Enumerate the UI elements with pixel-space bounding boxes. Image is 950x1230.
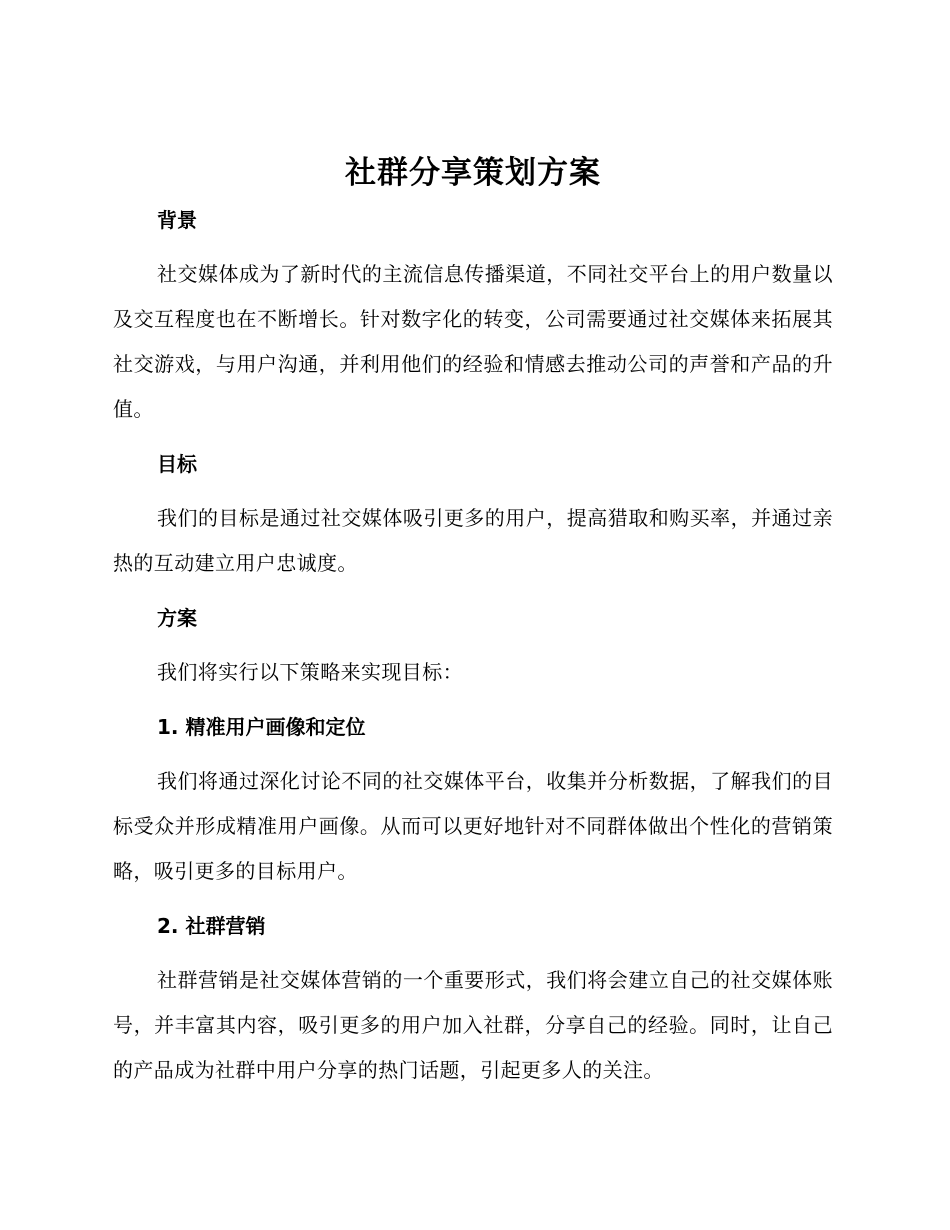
section-body-plan: 我们将实行以下策略来实现目标： xyxy=(157,660,463,684)
section-body-community-marketing: 社群营销是社交媒体营销的一个重要形式，我们将会建立自己的社交媒体账号，并丰富其内容，吸引更多的用户加入社群，分享自己的经验。同时，让自己的产品成为社群中用户分享的热门话题，引起更多人的关注。 xyxy=(113,968,833,1082)
section-body-background: 社交媒体成为了新时代的主流信息传播渠道，不同社交平台上的用户数量以及交互程度也在不断增长。针对数字化的转变，公司需要通过社交媒体来拓展其社交游戏，与用户沟通，并利用他们的经验和情感去推动公司的声誉和产品的升值。 xyxy=(113,262,833,421)
section-heading-community-marketing: 2. 社群营销 xyxy=(157,914,266,938)
section-heading-user-profiling: 1. 精准用户画像和定位 xyxy=(157,715,366,739)
section-body-user-profiling: 我们将通过深化讨论不同的社交媒体平台，收集并分析数据，了解我们的目标受众并形成精准用户画像。从而可以更好地针对不同群体做出个性化的营销策略，吸引更多的目标用户。 xyxy=(113,769,833,883)
document-title: 社群分享策划方案 xyxy=(345,155,601,191)
section-heading-goal: 目标 xyxy=(157,452,197,476)
section-heading-background: 背景 xyxy=(157,208,197,232)
section-body-goal: 我们的目标是通过社交媒体吸引更多的用户，提高猎取和购买率，并通过亲热的互动建立用户忠诚度。 xyxy=(113,506,833,575)
section-heading-plan: 方案 xyxy=(157,606,197,630)
document-page xyxy=(113,150,833,1093)
